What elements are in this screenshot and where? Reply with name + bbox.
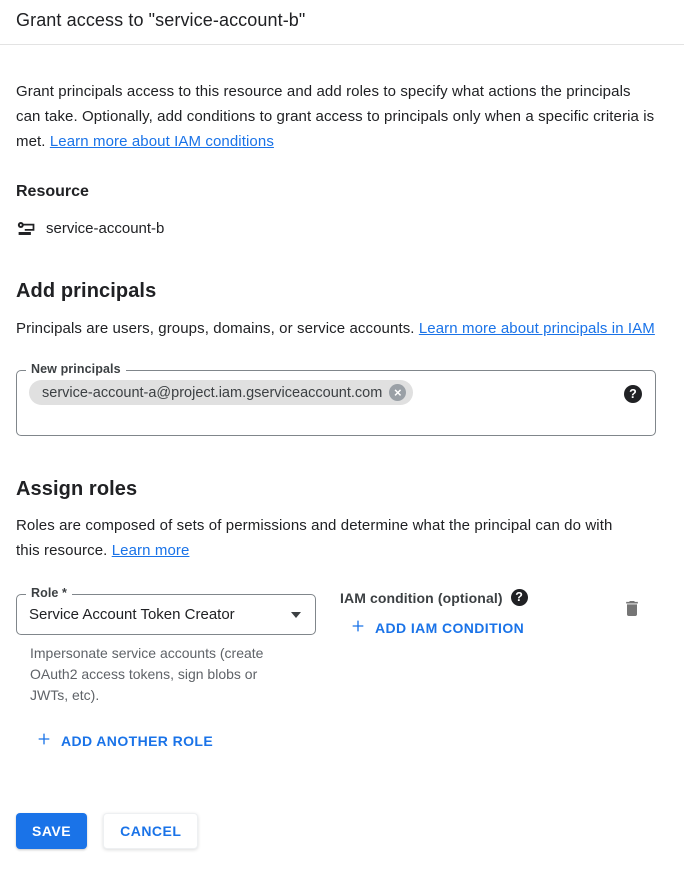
close-circle-icon[interactable] [389,384,406,401]
learn-more-roles-link[interactable]: Learn more [111,542,190,559]
role-select[interactable] [16,586,316,635]
add-principals-text-span: Principals are users, groups, domains, or service accounts. [16,320,415,337]
role-row [16,586,656,706]
iam-condition-column [340,589,622,639]
role-select-value: Service Account Token Creator [29,606,235,623]
dialog-content [0,79,684,752]
add-iam-condition-button[interactable] [350,618,524,637]
learn-more-iam-conditions-link[interactable]: Learn more about IAM conditions [49,133,274,150]
cancel-button[interactable]: CANCEL [103,813,198,849]
dropdown-arrow-icon [291,612,301,618]
add-principals-heading: Add principals [16,280,157,302]
add-another-role-label: ADD ANOTHER ROLE [61,732,214,749]
trash-icon [622,607,642,622]
delete-role-button[interactable] [622,598,642,622]
principal-chip-label: service-account-a@project.iam.gserviceaccount.com [42,384,383,401]
resource-heading: Resource [16,183,89,200]
page-title: Grant access to "service-account-b" [16,10,306,30]
dialog-footer [0,813,684,849]
add-icon [36,731,52,750]
add-another-role-button[interactable] [36,731,213,750]
add-principals-text [16,316,656,341]
new-principals-label: New principals [26,362,126,376]
role-description: Impersonate service accounts (create OAuth2 access tokens, sign blobs or JWTs, etc). [30,645,264,703]
new-principals-field[interactable] [16,362,656,436]
resource-name: service-account-b [46,220,165,237]
add-icon [350,618,366,637]
principal-chip[interactable] [29,380,413,405]
intro-text [16,79,656,154]
help-icon[interactable] [624,385,642,403]
iam-condition-label-row [340,589,622,606]
resource-row [16,218,656,239]
assign-roles-text [16,513,638,563]
learn-more-principals-link[interactable]: Learn more about principals in IAM [418,320,655,337]
help-icon[interactable] [511,589,528,606]
save-button[interactable]: SAVE [16,813,87,849]
assign-roles-text-span: Roles are composed of sets of permissions and determine what the principal can do with this resource. [16,517,613,559]
service-account-icon [16,218,37,239]
assign-roles-heading: Assign roles [16,478,138,500]
role-column [16,586,316,706]
add-iam-condition-label: ADD IAM CONDITION [375,619,525,636]
intro-text-span: Grant principals access to this resource and add roles to specify what actions the principals can take. Optionally, add conditions to grant access to principals only when a specific criteria is met. [16,83,655,150]
role-select-label: Role * [26,586,72,600]
dialog-header [0,0,684,45]
iam-condition-label: IAM condition (optional) [340,589,503,606]
